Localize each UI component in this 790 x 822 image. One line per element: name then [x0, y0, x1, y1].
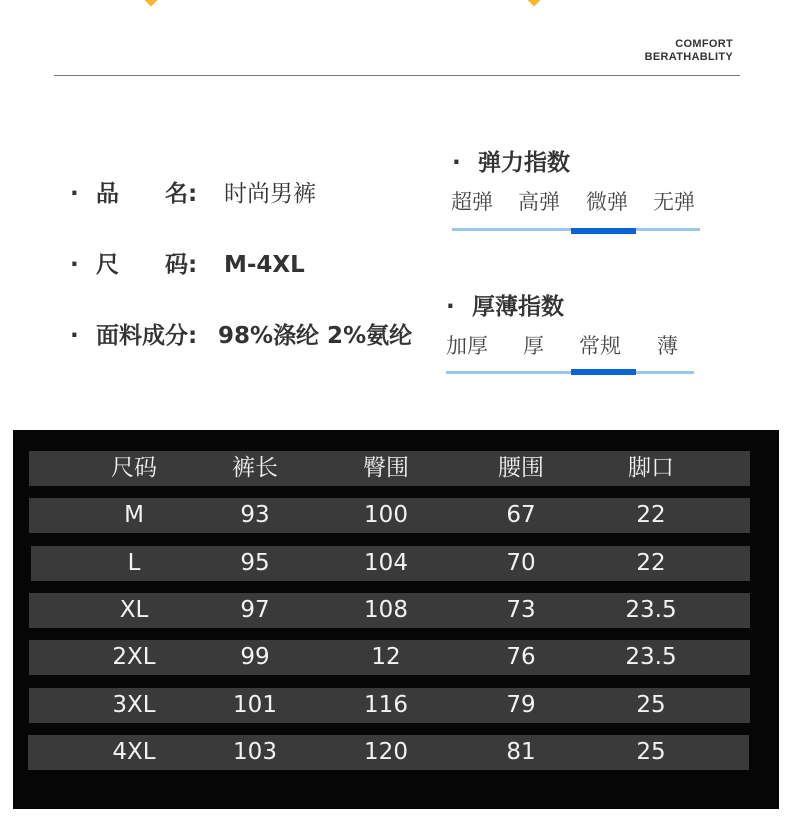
bullet: ·: [446, 294, 455, 320]
table-cell-hem: 23.5: [625, 597, 677, 623]
elasticity-option-high: 高弹: [518, 190, 560, 214]
table-header-cell: 腰围: [498, 455, 544, 481]
header-divider: [54, 75, 740, 76]
size-table: [13, 430, 779, 809]
table-cell-size: 4XL: [112, 739, 156, 765]
table-row: [29, 498, 750, 533]
bullet: ·: [70, 181, 79, 207]
spec-key: 品 名:: [96, 181, 198, 207]
bullet: ·: [70, 252, 79, 278]
table-header-cell: 臀围: [363, 455, 409, 481]
table-cell-size: XL: [119, 597, 149, 623]
table-cell-size: 3XL: [112, 692, 156, 718]
table-cell-waist: 76: [506, 644, 536, 670]
table-cell-hip: 12: [371, 644, 401, 670]
table-cell-size: 2XL: [112, 644, 156, 670]
table-cell-hem: 25: [636, 739, 666, 765]
elasticity-title-text: 弹力指数: [478, 150, 570, 176]
elasticity-scale-selected: [571, 228, 636, 234]
table-row: [31, 546, 750, 581]
table-cell-length: 95: [240, 550, 270, 576]
table-header-cell: 裤长: [232, 455, 278, 481]
thickness-option-regular: 常规: [579, 334, 621, 358]
elasticity-title: [452, 144, 570, 177]
table-header-row: [29, 451, 750, 486]
table-cell-size: L: [127, 550, 141, 576]
thickness-scale-track: [446, 371, 694, 374]
brand-line-1: COMFORT: [675, 38, 733, 50]
spec-value: 98%涤纶 2%氨纶: [218, 323, 413, 349]
table-row: [29, 688, 750, 723]
table-cell-hip: 120: [364, 739, 408, 765]
table-cell-waist: 67: [506, 502, 536, 528]
table-cell-hip: 104: [364, 550, 408, 576]
table-cell-length: 101: [233, 692, 277, 718]
table-cell-waist: 70: [506, 550, 536, 576]
brand-line-2: BERATHABLITY: [644, 51, 733, 63]
table-cell-waist: 73: [506, 597, 536, 623]
spec-value: 时尚男裤: [224, 181, 316, 207]
table-cell-waist: 81: [506, 739, 536, 765]
thickness-option-thick: 厚: [523, 334, 544, 358]
table-cell-hip: 108: [364, 597, 408, 623]
spec-fabric: [70, 317, 412, 350]
spec-product-name: [70, 175, 316, 208]
bullet: ·: [70, 323, 79, 349]
thickness-scale-selected: [571, 369, 636, 375]
table-cell-hip: 116: [364, 692, 408, 718]
thickness-option-extra-thick: 加厚: [446, 334, 488, 358]
table-cell-hem: 22: [636, 502, 666, 528]
bullet: ·: [452, 150, 461, 176]
spec-key: 尺 码:: [96, 252, 198, 278]
table-cell-hem: 25: [636, 692, 666, 718]
elasticity-option-none: 无弹: [653, 190, 695, 214]
spec-key: 面料成分:: [96, 323, 198, 349]
elasticity-option-slight: 微弹: [586, 190, 628, 214]
thickness-title-text: 厚薄指数: [472, 294, 564, 320]
table-cell-length: 99: [240, 644, 270, 670]
thickness-title: [446, 288, 564, 321]
table-cell-length: 97: [240, 597, 270, 623]
decor-diamond-right: [526, 0, 543, 6]
decor-diamond-left: [143, 0, 160, 6]
table-cell-size: M: [124, 502, 144, 528]
table-cell-hip: 100: [364, 502, 408, 528]
table-cell-hem: 22: [636, 550, 666, 576]
spec-value: M-4XL: [224, 252, 305, 278]
table-row: [29, 640, 750, 675]
table-row: [29, 593, 750, 628]
table-cell-length: 103: [233, 739, 277, 765]
elasticity-option-super: 超弹: [451, 190, 493, 214]
table-header-cell: 尺码: [111, 455, 157, 481]
table-cell-length: 93: [240, 502, 270, 528]
spec-size: [70, 246, 305, 279]
table-header-cell: 脚口: [628, 455, 674, 481]
table-cell-hem: 23.5: [625, 644, 677, 670]
thickness-option-thin: 薄: [657, 334, 678, 358]
table-cell-waist: 79: [506, 692, 536, 718]
brand-tagline: [645, 38, 733, 64]
table-row: [28, 735, 749, 770]
